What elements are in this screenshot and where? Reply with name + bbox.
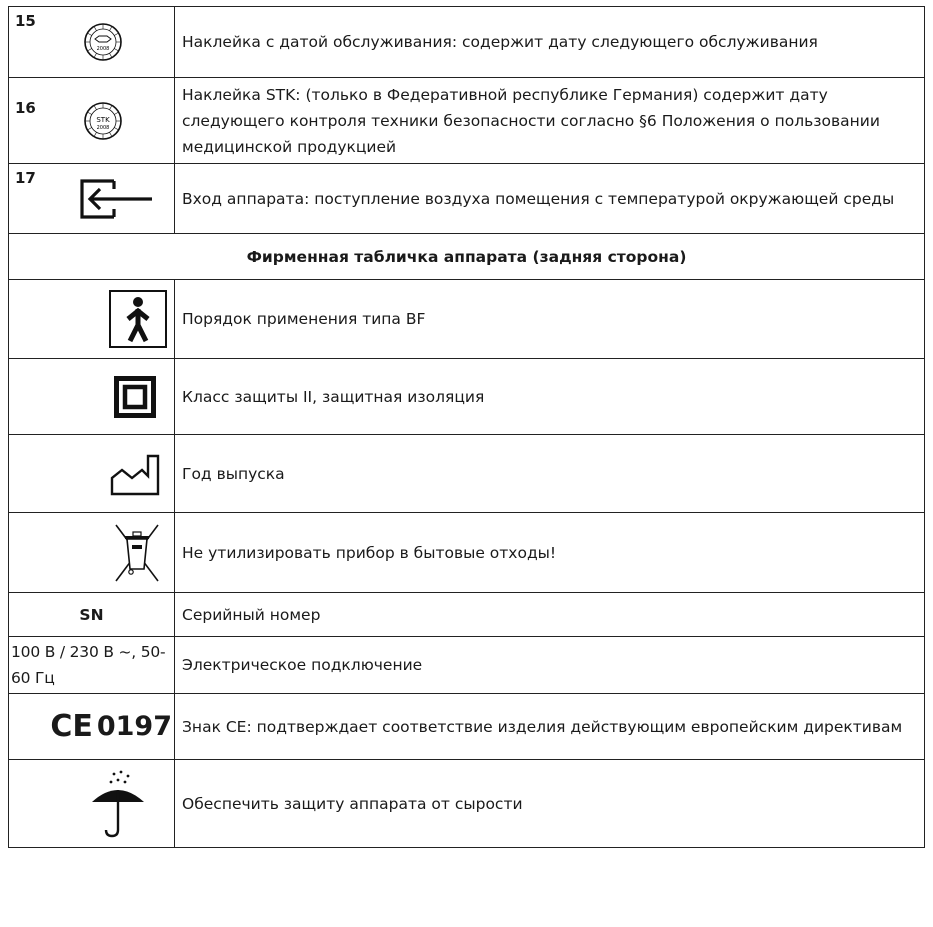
ce-mark: CE bbox=[50, 708, 93, 744]
table-row bbox=[9, 164, 925, 234]
ce-mark-icon bbox=[9, 708, 174, 744]
description: Класс защиты II, защитная изоляция bbox=[175, 359, 925, 435]
table-row bbox=[9, 593, 925, 637]
description: Не утилизировать прибор в бытовые отходы! bbox=[175, 513, 925, 593]
description: Наклейка STK: (только в Федеративной республике Германия) содержит дату следующего контроля техники безопасности согласно §6 Положения о пользовании медицинской продукцией bbox=[175, 78, 925, 164]
symbol-cell bbox=[9, 435, 175, 513]
notified-body-number: 0197 bbox=[96, 710, 172, 742]
svg-text:STK: STK bbox=[95, 115, 110, 124]
table-row bbox=[9, 435, 925, 513]
table-row bbox=[9, 637, 925, 694]
symbol-cell bbox=[9, 694, 175, 760]
table-row bbox=[9, 78, 925, 164]
symbol-cell bbox=[9, 760, 175, 848]
description: Обеспечить защиту аппарата от сырости bbox=[175, 760, 925, 848]
symbol-cell bbox=[9, 513, 175, 593]
svg-text:2008: 2008 bbox=[96, 46, 109, 52]
table-row bbox=[9, 7, 925, 78]
description: Год выпуска bbox=[175, 435, 925, 513]
symbol-cell bbox=[9, 359, 175, 435]
crossed-out-bin-icon bbox=[9, 521, 174, 585]
symbol-cell bbox=[9, 78, 175, 164]
svg-text:2008: 2008 bbox=[96, 124, 109, 131]
symbol-table bbox=[8, 6, 925, 848]
description: Серийный номер bbox=[175, 593, 925, 637]
type-bf-applied-part-icon bbox=[9, 289, 174, 349]
row-number: 17 bbox=[15, 169, 36, 187]
description: Знак CE: подтверждает соответствие изделия действующим европейским директивам bbox=[175, 694, 925, 760]
table-row bbox=[9, 513, 925, 593]
table-row bbox=[9, 359, 925, 435]
description: Электрическое подключение bbox=[175, 637, 925, 694]
symbol-cell bbox=[9, 7, 175, 78]
table-row bbox=[9, 760, 925, 848]
section-title: Фирменная табличка аппарата (задняя сторона) bbox=[9, 234, 925, 280]
table-row bbox=[9, 234, 925, 280]
serial-number-symbol: SN bbox=[9, 593, 175, 637]
description: Наклейка с датой обслуживания: содержит дату следующего обслуживания bbox=[175, 7, 925, 78]
description: Вход аппарата: поступление воздуха помещения с температурой окружающей среды bbox=[175, 164, 925, 234]
description: Порядок применения типа BF bbox=[175, 280, 925, 359]
symbol-cell bbox=[9, 164, 175, 234]
row-number: 16 bbox=[15, 99, 36, 117]
manufacture-date-icon bbox=[9, 452, 174, 496]
symbol-cell bbox=[9, 280, 175, 359]
protection-class-ii-icon bbox=[9, 376, 174, 418]
power-rating: 100 В / 230 В ~, 50-60 Гц bbox=[9, 637, 175, 694]
row-number: 15 bbox=[15, 12, 36, 30]
keep-dry-umbrella-icon bbox=[9, 768, 174, 840]
table-row bbox=[9, 694, 925, 760]
table-row bbox=[9, 280, 925, 359]
